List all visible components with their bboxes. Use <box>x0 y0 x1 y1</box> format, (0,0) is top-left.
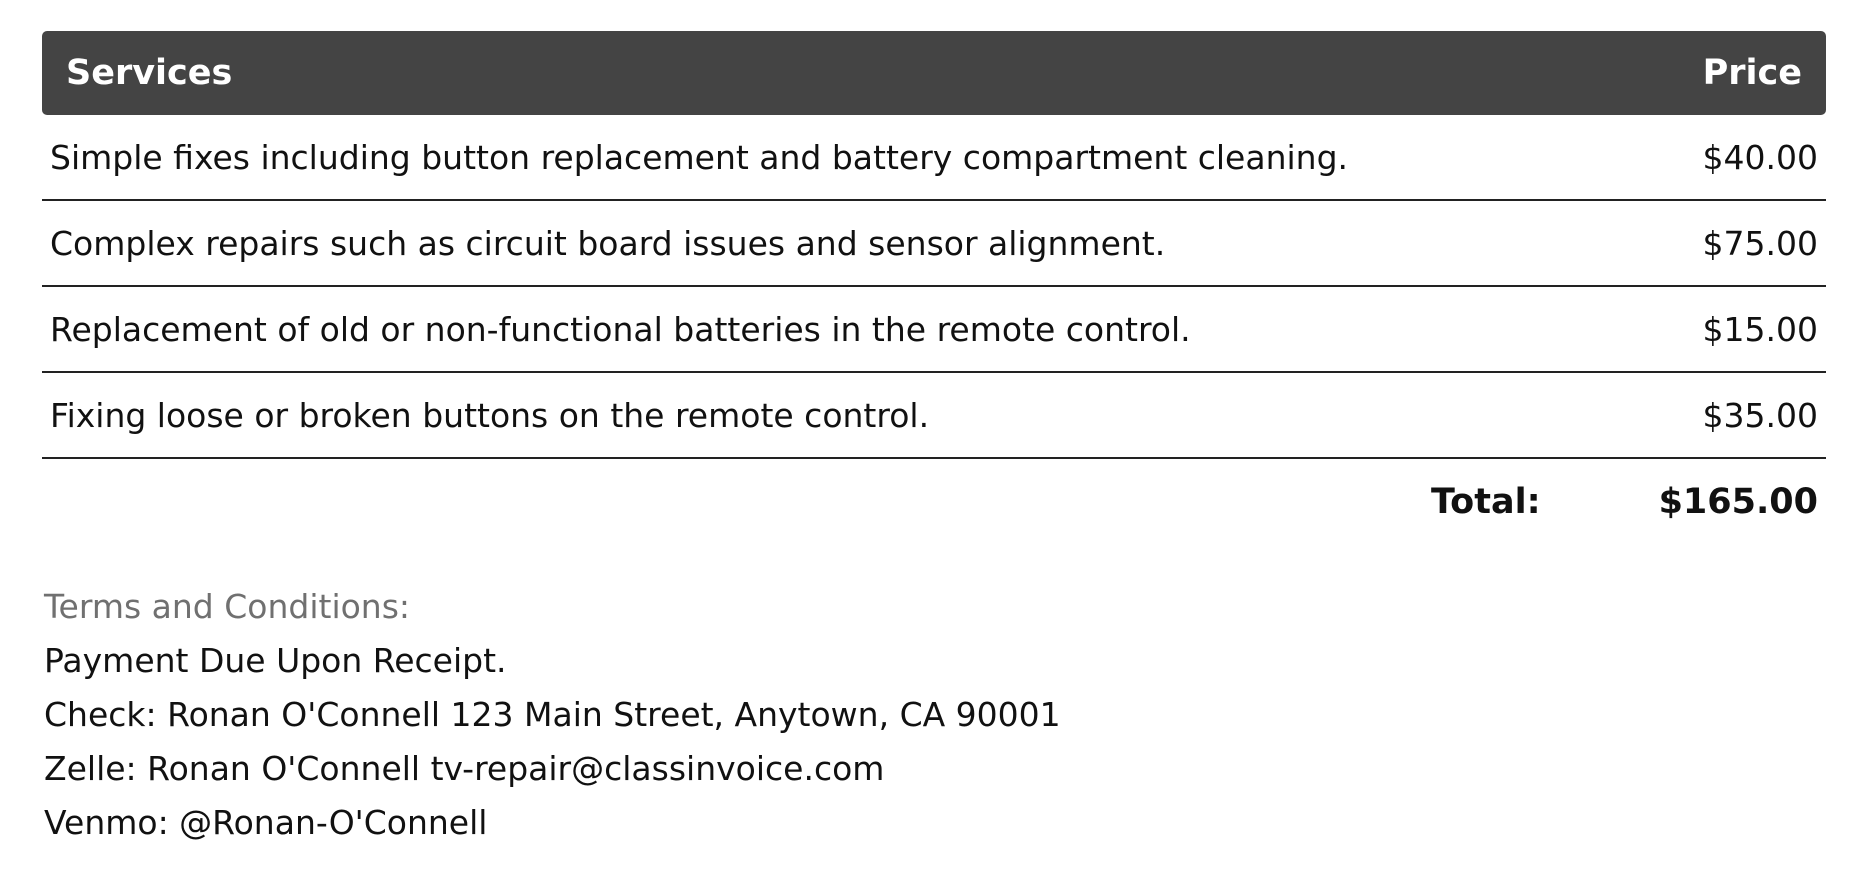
terms-section <box>44 580 1061 850</box>
services-column-header: Services <box>66 53 233 93</box>
table-header <box>42 31 1826 115</box>
table-row <box>42 115 1826 201</box>
service-description: Complex repairs such as circuit board issues and sensor alignment. <box>50 223 1166 263</box>
zelle-payment-line: Zelle: Ronan O'Connell tv-repair@classinvoice.com <box>44 749 885 788</box>
service-price: $15.00 <box>1702 309 1818 349</box>
table-row <box>42 373 1826 459</box>
table-row <box>42 287 1826 373</box>
service-price: $75.00 <box>1702 223 1818 263</box>
total-row <box>42 459 1826 545</box>
service-description: Simple fixes including button replacement and battery compartment cleaning. <box>50 137 1349 177</box>
venmo-payment-line: Venmo: @Ronan-O'Connell <box>44 803 488 842</box>
price-column-header: Price <box>1702 53 1802 93</box>
check-payment-line: Check: Ronan O'Connell 123 Main Street, Anytown, CA 90001 <box>44 695 1061 734</box>
payment-due-line: Payment Due Upon Receipt. <box>44 641 507 680</box>
table-row <box>42 201 1826 287</box>
service-price: $35.00 <box>1702 395 1818 435</box>
total-label: Total: <box>1430 482 1541 522</box>
services-table <box>42 31 1826 545</box>
service-description: Fixing loose or broken buttons on the remote control. <box>50 395 930 435</box>
terms-title: Terms and Conditions: <box>44 587 411 626</box>
total-value: $165.00 <box>1658 482 1818 522</box>
service-price: $40.00 <box>1702 137 1818 177</box>
service-description: Replacement of old or non-functional batteries in the remote control. <box>50 309 1191 349</box>
